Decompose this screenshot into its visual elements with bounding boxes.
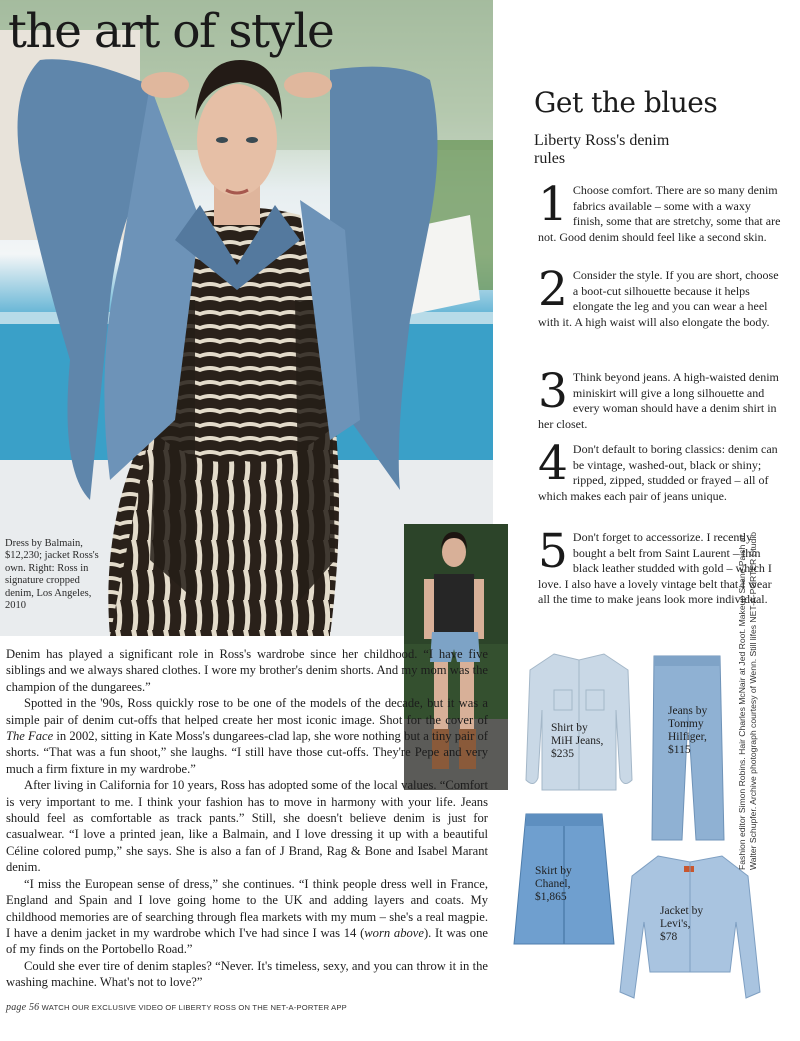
- page-footer: [6, 1002, 347, 1013]
- paragraph-2-italic: The Face: [6, 729, 54, 744]
- paragraph-4: [6, 876, 488, 958]
- sidebar-title: Get the blues: [534, 86, 718, 119]
- rule-4: [538, 436, 782, 504]
- paragraph-5: Could she ever tire of denim staples? “Never. It's timeless, sexy, and you can throw it in the washing machine. What's not to love?”: [6, 958, 488, 990]
- paragraph-2: [6, 695, 488, 777]
- masthead: the art of style: [8, 4, 334, 59]
- paragraph-3: After living in California for 10 years, Ross has adopted some of the local values. “Comfort is very important to me. I think your fashion has to move in harmony with your life. Jeans should feel as comfortable as track pants.” Still, she doesn't believe denim is just for casualwear. “I love a printed jean, like a Balmain, and I love dressing it up with a beautiful Céline colored pump,” she says. She is also a fan of J Brand, Rag & Bone and Isabel Marant denim.: [6, 778, 488, 875]
- rule-text: Consider the style. If you are short, choose a boot-cut silhouette because it helps elongate the leg and you can wear a heel with it. A high waist will also elongate the body.: [538, 268, 779, 329]
- paragraph-4-text-cont: ). It was one of my finds on the Portobello Road.”: [6, 925, 488, 957]
- footer-promo[interactable]: WATCH OUR EXCLUSIVE VIDEO OF LIBERTY ROSS ON THE NET-A-PORTER APP: [41, 1003, 347, 1012]
- rule-2: [538, 262, 782, 330]
- paragraph-2-text: Spotted in the '90s, Ross quickly rose to be one of the models of the decade, but it was a simple pair of denim cut-offs that helped create her most iconic image. Shot for the cover of: [6, 696, 488, 727]
- paragraph-1: Denim has played a significant role in Ross's wardrobe since her childhood. “I have five siblings and we always shared clothes. I wore my brother's denim shorts. And my mom was the champion of the dungarees.”: [6, 647, 488, 694]
- photo-credits: Fashion editor Simon Robins. Hair Charles McNair at Jed Root. Makeup Shane Paish at Walter Schupfer. Archive photograph courtesy of Wenn. Still lifes NET-A-PORTER Studio: [737, 531, 758, 870]
- sidebar-subtitle: Liberty Ross's denim rules: [534, 132, 670, 167]
- rule-text: Choose comfort. There are so many denim fabrics available – some with a waxy finish, some that are stretchy, some that are not. Good denim should feel like a second skin.: [538, 183, 781, 244]
- jeans-label: Jeans by Tommy Hilfiger, $115: [668, 705, 708, 756]
- rule-number: 5: [538, 524, 568, 579]
- paragraph-4-italic: worn above: [364, 925, 424, 940]
- shirt-label: Shirt by MiH Jeans, $235: [551, 722, 604, 760]
- rule-text: Don't default to boring classics: denim can be vintage, washed-out, black or shiny; ripped, zipped, studded or frayed – all of which makes each pair of jeans unique.: [538, 442, 778, 503]
- rule-text: Think beyond jeans. A high-waisted denim miniskirt will give a long silhouette and every woman should have a denim shirt in her closet.: [538, 370, 779, 431]
- skirt-label: Skirt by Chanel, $1,865: [535, 865, 572, 903]
- rule-3: [538, 364, 782, 432]
- rule-text: Don't forget to accessorize. I recently bought a belt from Saint Laurent – thin black leather studded with gold – which I love. I also have a lovely vintage belt that I wear all the time to make jeans look more individual.: [538, 530, 772, 606]
- jacket-label: Jacket by Levi's, $78: [660, 905, 704, 943]
- rule-number: 4: [538, 436, 568, 491]
- rule-number: 2: [538, 262, 568, 317]
- page-number: page 56: [6, 1002, 40, 1013]
- article-body: [6, 646, 488, 991]
- rule-number: 1: [538, 177, 568, 232]
- rule-1: [538, 177, 782, 245]
- hero-caption: Dress by Balmain, $12,230; jacket Ross's own. Right: Ross in signature cropped denim, Los Angeles, 2010: [5, 538, 99, 612]
- paragraph-4-text: “I miss the European sense of dress,” she continues. “I think people dress well in France, England and Spain and I love going home to the UK and adding layers and coats. My childhood memories are of searching through flea markets with my mum – she's a real magpie. I have a denim jacket in my wardrobe which I've had since I was 14 (: [6, 876, 488, 940]
- paragraph-2-text-cont: in 2002, sitting in Kate Moss's dungarees-clad lap, she wore nothing but a tiny pair of shorts. “That was a fun shoot,” she laughs. “I still have those cut-offs. They're Pepe and very much a firm fixture in my wardrobe.”: [6, 729, 489, 776]
- rule-number: 3: [538, 364, 568, 419]
